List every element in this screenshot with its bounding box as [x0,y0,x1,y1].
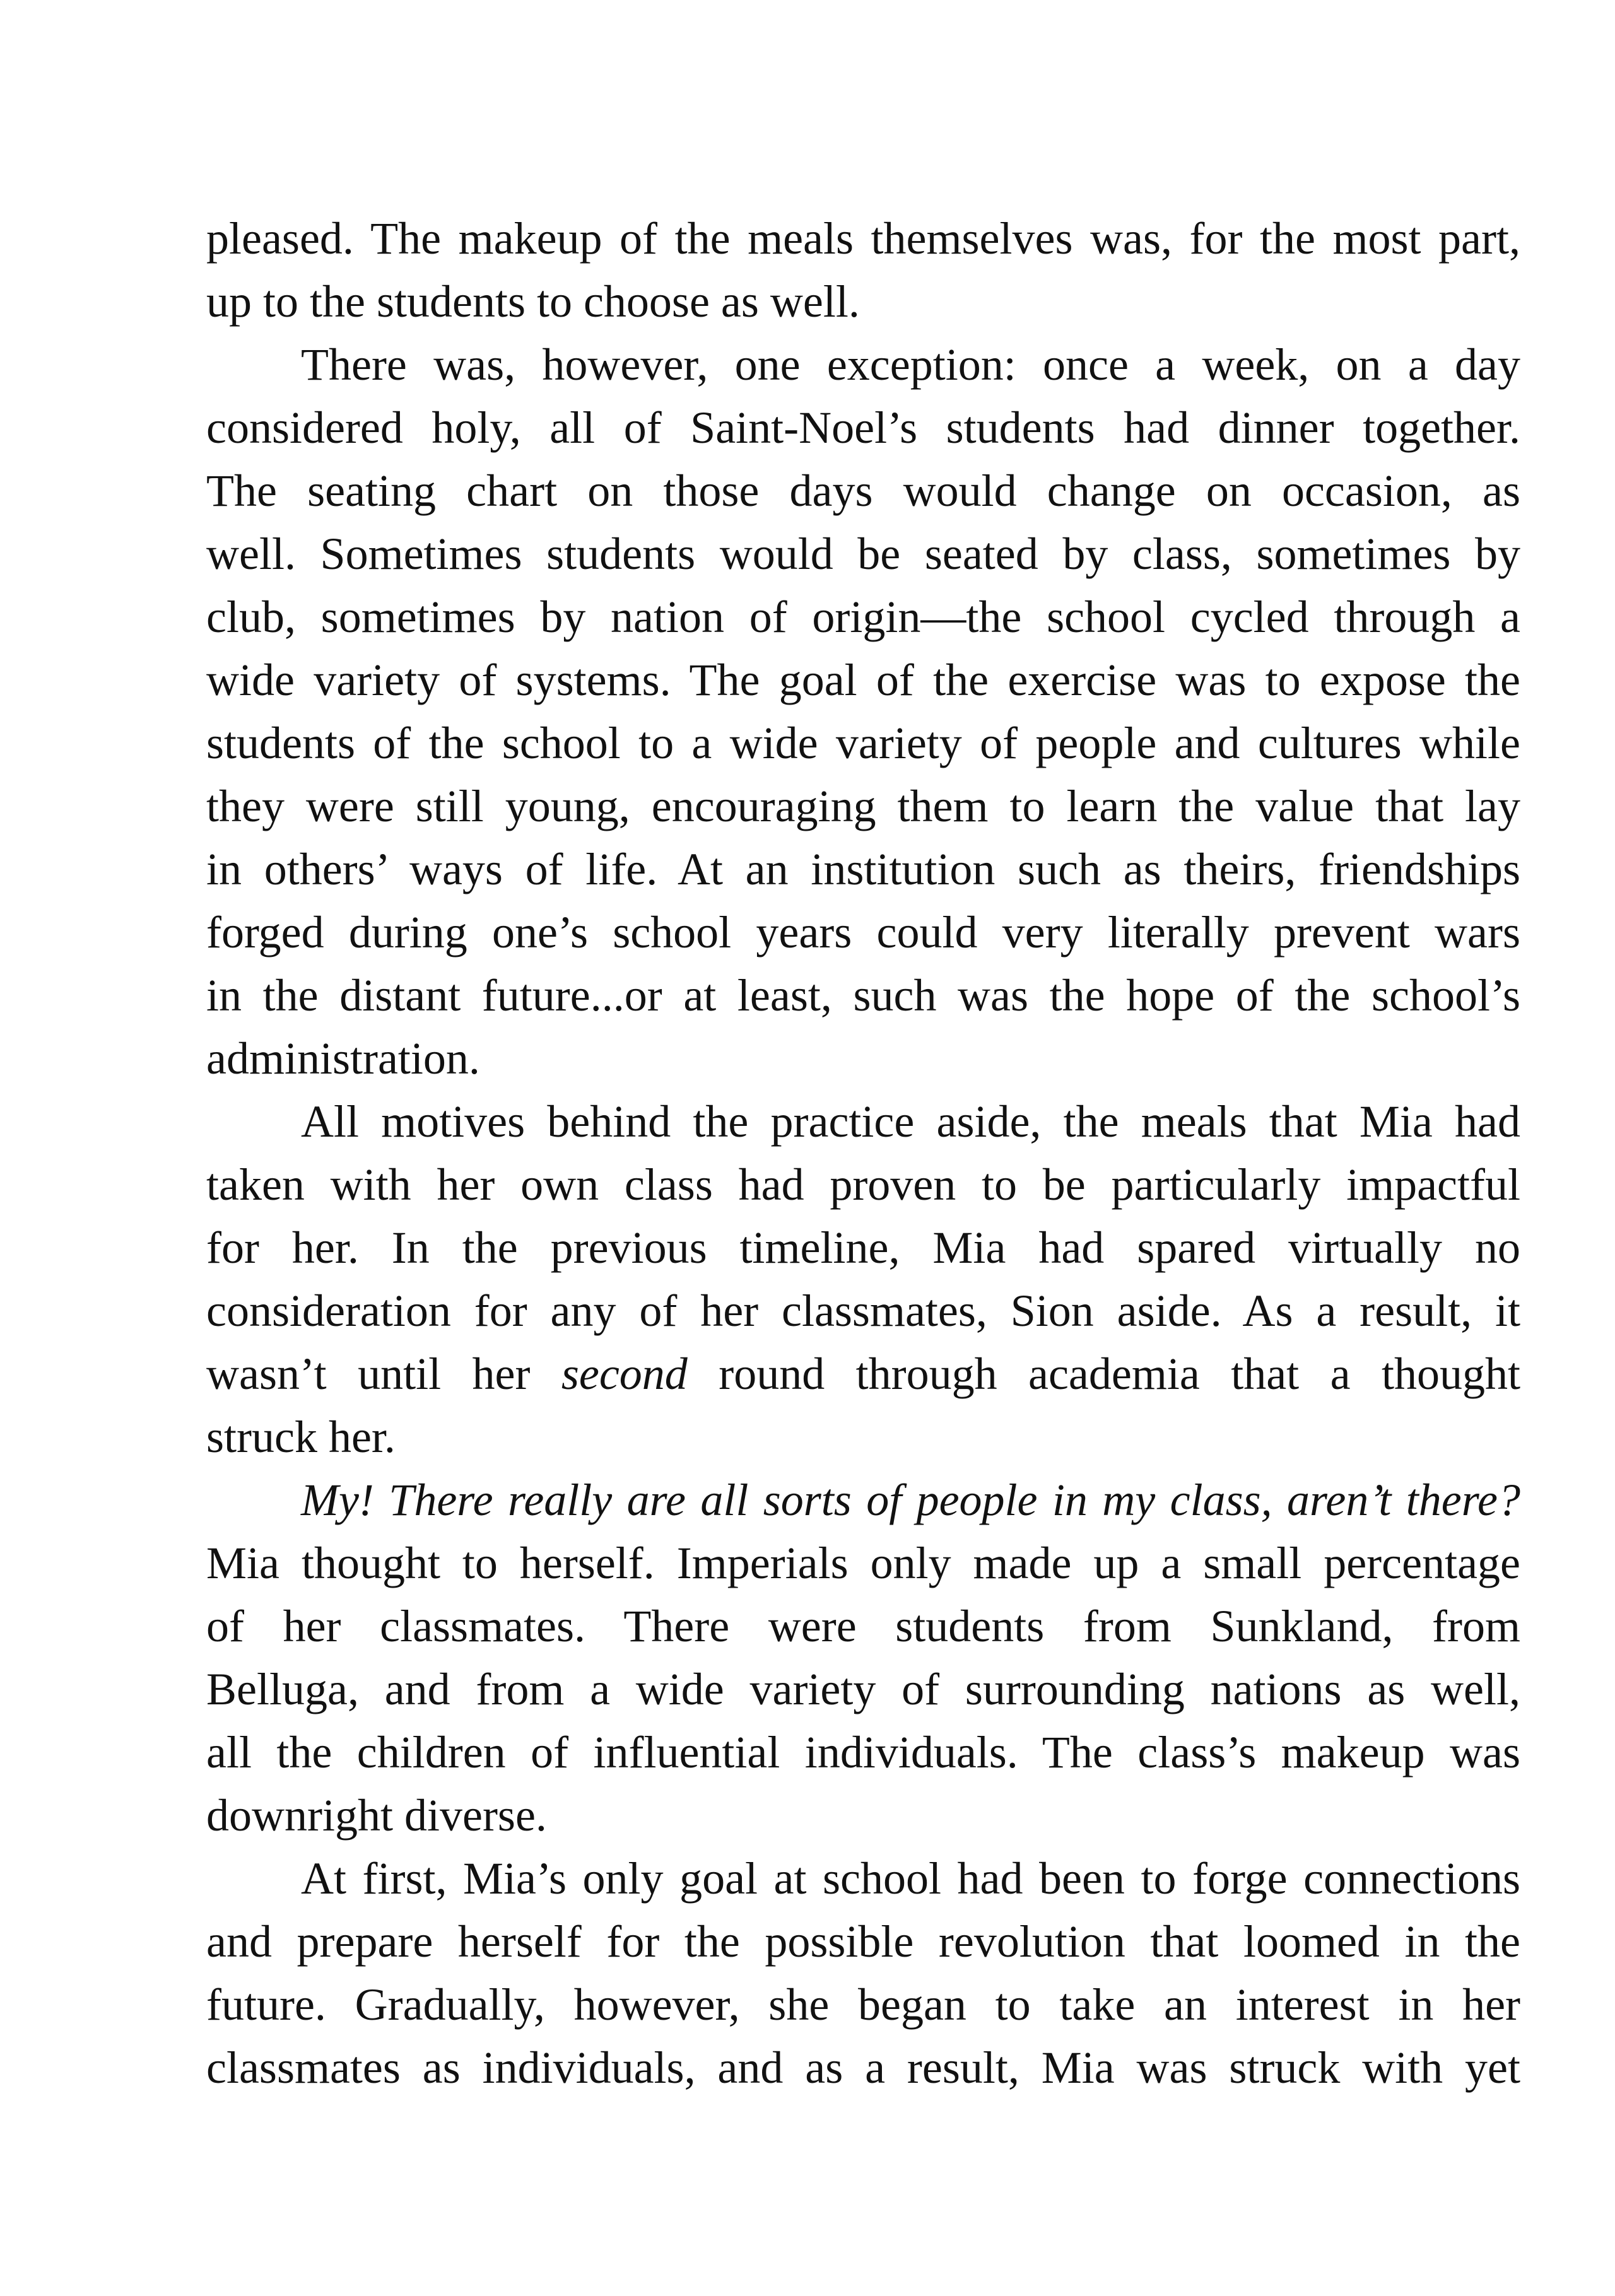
text-segment: There was, however, one exception: once a week, on a day [301,339,1520,390]
text-segment: wasn’t until her [206,1349,561,1399]
text-segment: consideration for any of her classmates, Sion aside. As a result, it [206,1286,1520,1336]
text-line [206,648,1520,712]
text-segment: considered holy, all of Saint-Noel’s students had dinner together. [206,402,1520,453]
text-line [206,333,1520,396]
text-segment: well. Sometimes students would be seated by class, sometimes by [206,529,1520,579]
text-line [206,1910,1520,1973]
text-line [206,1153,1520,1216]
text-segment: all the children of influential individuals. The class’s makeup was [206,1727,1520,1778]
text-segment: The seating chart on those days would change on occasion, as [206,466,1520,516]
text-line [206,1342,1520,1405]
text-line [206,1216,1520,1279]
text-segment: forged during one’s school years could very literally prevent wars [206,907,1520,958]
text-segment: classmates as individuals, and as a result, Mia was struck with yet [206,2042,1520,2093]
text-line [206,1468,1520,1532]
text-line [206,964,1520,1027]
text-line [206,2036,1520,2099]
text-segment: they were still young, encouraging them to learn the value that lay [206,781,1520,831]
italic-text-segment: second [561,1349,688,1399]
text-segment: administration. [206,1033,480,1084]
text-segment: for her. In the previous timeline, Mia had spared virtually no [206,1222,1520,1273]
text-segment: students of the school to a wide variety of people and cultures while [206,718,1520,768]
text-line [206,1658,1520,1721]
text-segment: At first, Mia’s only goal at school had been to forge connections [301,1853,1520,1904]
text-line [206,1027,1520,1090]
text-line [206,1721,1520,1784]
text-segment: struck her. [206,1412,396,1462]
text-segment: in the distant future...or at least, such was the hope of the school’s [206,970,1520,1021]
page-text [206,207,1520,2099]
text-line [206,901,1520,964]
text-segment: taken with her own class had proven to be particularly impactful [206,1159,1520,1210]
text-segment: up to the students to choose as well. [206,276,860,327]
text-line [206,1090,1520,1153]
text-line [206,1405,1520,1468]
text-segment: All motives behind the practice aside, the meals that Mia had [301,1096,1520,1147]
text-line [206,838,1520,901]
text-line [206,1279,1520,1342]
text-segment: Mia thought to herself. Imperials only made up a small percentage [206,1538,1520,1588]
text-segment: round through academia that a thought [687,1349,1520,1399]
text-line [206,1532,1520,1595]
text-line [206,585,1520,648]
text-line [206,1595,1520,1658]
text-segment: Belluga, and from a wide variety of surrounding nations as well, [206,1664,1520,1714]
text-line [206,459,1520,522]
text-line [206,775,1520,838]
text-segment: pleased. The makeup of the meals themselves was, for the most part, [206,213,1520,264]
text-line [206,270,1520,333]
text-segment: wide variety of systems. The goal of the exercise was to expose the [206,655,1520,705]
text-line [206,1847,1520,1910]
italic-text-segment: My! There really are all sorts of people in my class, aren’t there? [301,1475,1520,1525]
text-line [206,396,1520,459]
text-segment: club, sometimes by nation of origin—the school cycled through a [206,592,1520,642]
text-line [206,522,1520,585]
text-line [206,1784,1520,1847]
text-line [206,1973,1520,2036]
text-line [206,712,1520,775]
text-line [206,207,1520,270]
text-segment: and prepare herself for the possible revolution that loomed in the [206,1916,1520,1967]
text-segment: future. Gradually, however, she began to take an interest in her [206,1979,1520,2030]
text-segment: of her classmates. There were students from Sunkland, from [206,1601,1520,1651]
text-segment: downright diverse. [206,1790,547,1841]
text-segment: in others’ ways of life. At an institution such as theirs, friendships [206,844,1520,894]
